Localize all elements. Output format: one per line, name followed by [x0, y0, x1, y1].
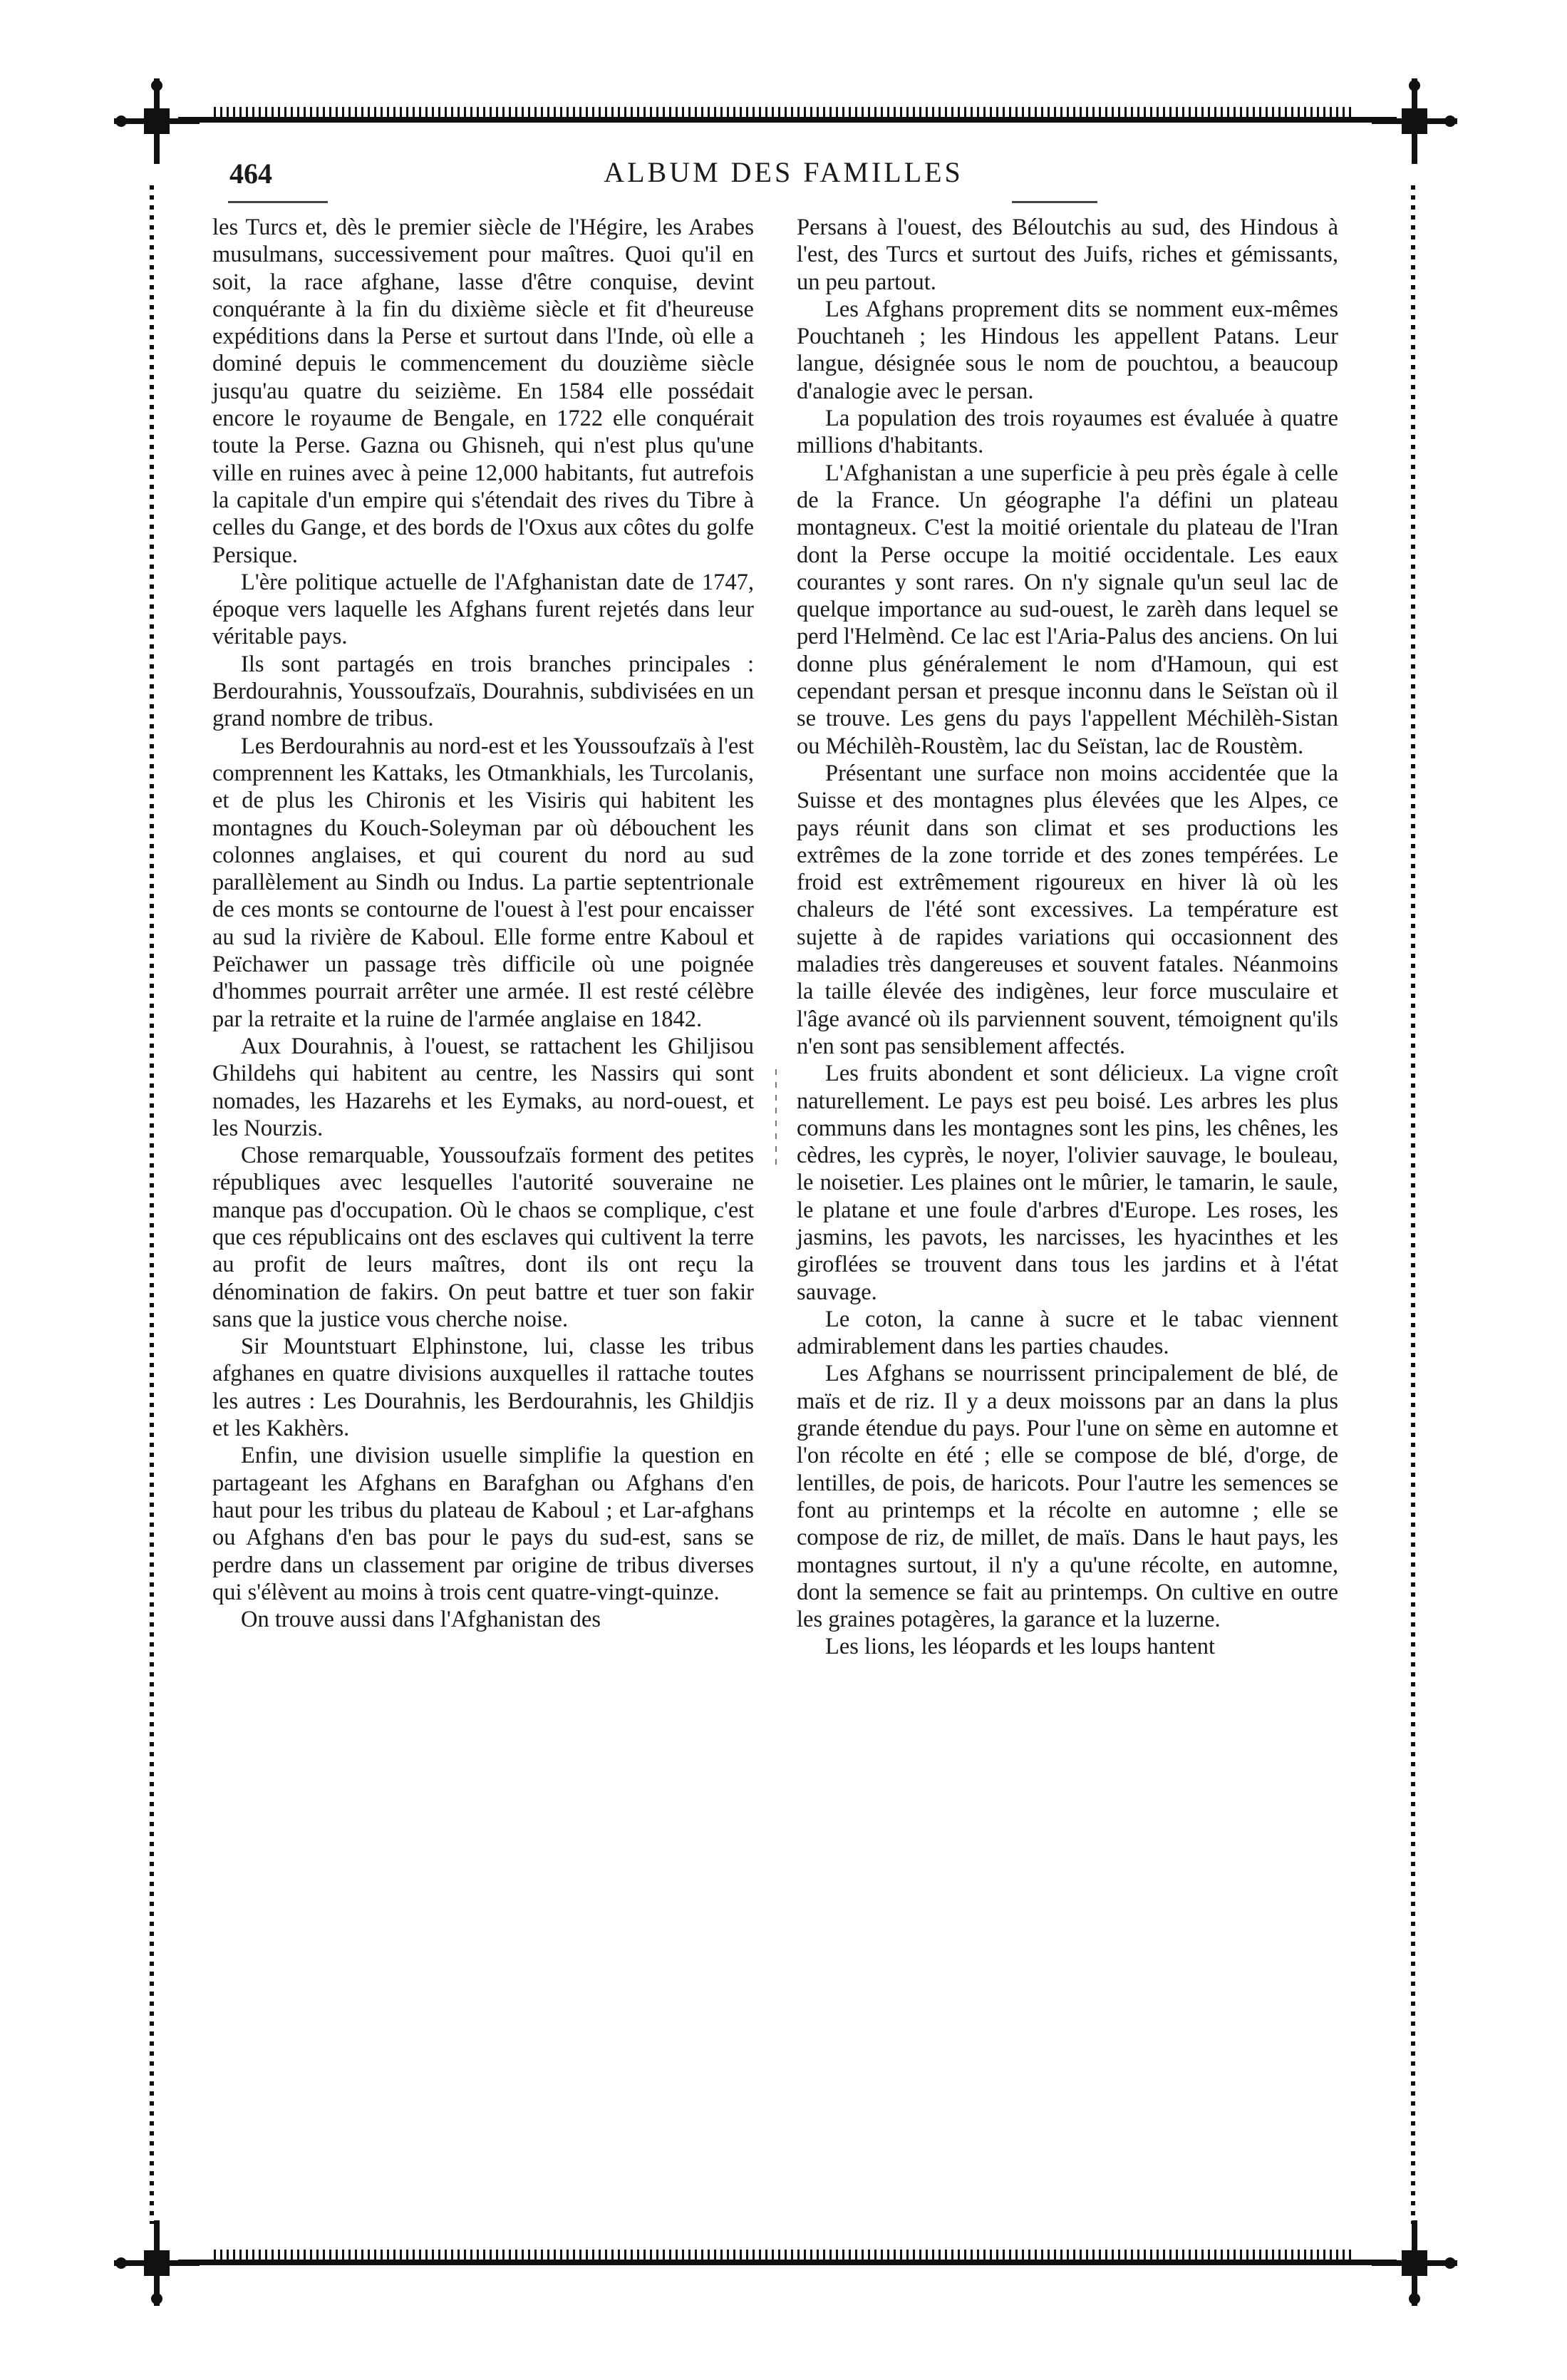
frame-top-ornament	[214, 107, 1354, 121]
corner-ornament-top-left-icon	[114, 78, 200, 164]
paragraph: Persans à l'ouest, des Béloutchis au sud, des Hindous à l'est, des Turcs et surtout des Juifs, riches et gémissants, un peu partout.	[797, 215, 1338, 295]
paragraph: Les lions, les léopards et les loups hantent	[825, 1634, 1215, 1660]
paragraph: Ils sont partagés en trois branches principales : Berdourahnis, Youssoufzaïs, Dourahnis, subdivisées en un grand nombre de tribus.	[212, 651, 754, 732]
header-rule-right	[1012, 201, 1097, 203]
paragraph: les Turcs et, dès le premier siècle de l'Hégire, les Arabes musulmans, successivement pour maîtres. Quoi qu'il en soit, la race afghane, lasse d'être conquise, devint conquérante à la fin du dixième siècle et fit d'heureuse expéditions dans la Perse et surtout dans l'Inde, où elle a dominé depuis le commencement du douzième siècle jusqu'au quatre du seizième. En 1584 elle possédait encore le royaume de Bengale, en 1722 elle conquérait toute la Perse. Gazna ou Ghisneh, qui n'est plus qu'une ville en ruines avec à peine 12,000 habitants, fut autrefois la capitale d'un empire qui s'étendait des rives du Tibre à celles du Gange, et des bords de l'Oxus aux côtes du golfe Persique.	[212, 215, 754, 568]
page-number: 464	[229, 158, 272, 190]
paragraph: Les Afghans se nourrissent principalement de blé, de maïs et de riz. Il y a deux moissons par an dans la plus grande étendue du pays. Pour l'une on sème en automne et l'on récolte en été ; elle se compose de blé, d'orge, de lentilles, de pois, de haricots. Pour l'autre les semences se font au printemps et la récolte en automne ; elle se compose de riz, de millet, de maïs. Dans le haut pays, les montagnes surtout, il n'y a qu'une récolte, en automne, dont la semence se fait au printemps. On cultive en outre les graines potagères, la garance et la luzerne.	[797, 1361, 1338, 1633]
paragraph: La population des trois royaumes est évaluée à quatre millions d'habitants.	[797, 406, 1338, 459]
paragraph: Enfin, une division usuelle simplifie la question en partageant les Afghans en Barafghan ou Afghans d'en haut pour les tribus du plateau de Kaboul ; et Lar-afghans ou Afghans d'en bas pour le pays du sud-est, sans se perdre dans un classement par origine de tribus diverses qui s'élèvent au moins à trois cent quatre-vingt-quinze.	[212, 1443, 754, 1605]
header-rule-left	[228, 201, 328, 203]
paragraph: Les Berdourahnis au nord-est et les Youssoufzaïs à l'est comprennent les Kattaks, les Otmankhials, les Turcolanis, et de plus les Chironis et les Visiris qui habitent les montagnes du Kouch-Soleyman par où débouchent les colonnes anglaises, et qui courent du nord au sud parallèlement au Sindh ou Indus. La partie septentrionale de ces monts se contourne de l'ouest à l'est pour encaisser au sud la rivière de Kaboul. Elle forme entre Kaboul et Peïchawer un passage très difficile où une poignée d'hommes pourrait arrêter une armée. Il est resté célèbre par la retraite et la ruine de l'armée anglaise en 1842.	[212, 733, 754, 1032]
paragraph: Présentant une surface non moins accidentée que la Suisse et des montagnes plus élevées que les Alpes, ce pays réunit dans son climat et ses productions les extrêmes de la zone torride et des zones tempérées. Le froid est extrêmement rigoureux en hiver là où les chaleurs de l'été sont excessives. La température est sujette à de rapides variations qui occasionnent des maladies très dangereuses et souvent fatales. Néanmoins la taille élevée des indigènes, leur force musculaire et l'âge avancé où ils parviennent souvent, témoignent qu'ils n'en sont pas sensiblement affectés.	[797, 760, 1338, 1059]
frame-right-rule	[1411, 185, 1415, 2224]
frame-left-rule	[150, 185, 154, 2224]
paragraph: Les fruits abondent et sont délicieux. La vigne croît naturellement. Le pays est peu boisé. Les arbres les plus communs dans les montagnes sont les pins, les chênes, les cèdres, les cyprès, le noyer, l'olivier sauvage, le bouleau, le noisetier. Les plaines ont le mûrier, le tamarin, le saule, le platane et une foule d'arbres d'Europe. Les roses, les jasmins, les pavots, les narcisses, les hyacinthes et les giroflées se trouvent dans tous les jardins et à l'état sauvage.	[797, 1061, 1338, 1305]
paragraph: Sir Mountstuart Elphinstone, lui, classe les tribus afghanes en quatre divisions auxquelles il rattache toutes les autres : Les Dourahnis, les Berdourahnis, les Ghildjis et les Kakhèrs.	[212, 1334, 754, 1442]
corner-ornament-bottom-right-icon	[1372, 2220, 1457, 2306]
corner-ornament-top-right-icon	[1372, 78, 1457, 164]
text-column-right	[797, 214, 1338, 1661]
paragraph: L'ère politique actuelle de l'Afghanistan date de 1747, époque vers laquelle les Afghans furent rejetés dans leur véritable pays.	[212, 569, 754, 650]
text-column-left	[212, 214, 754, 1633]
paragraph: Les Afghans proprement dits se nomment eux-mêmes Pouchtaneh ; les Hindous les appellent Patans. Leur langue, désignée sous le nom de pouchtou, a beaucoup d'analogie avec le persan.	[797, 296, 1338, 404]
paragraph: L'Afghanistan a une superficie à peu près égale à celle de la France. Un géographe l'a défini un plateau montagneux. C'est la moitié orientale du plateau de l'Iran dont la Perse occupe la moitié occidentale. Les eaux courantes y sont rares. On n'y signale qu'un seul lac de quelque importance au sud-ouest, le zarèh dans lequel se perd l'Helmènd. Ce lac est l'Aria-Palus des anciens. On lui donne plus généralement le nom d'Hamoun, qui est cependant persan et presque inconnu dans le Seïstan où il se trouve. Les gens du pays l'appellent Méchilèh-Sistan ou Méchilèh-Roustèm, lac du Seïstan, lac de Roustèm.	[797, 460, 1338, 759]
column-divider	[775, 1069, 777, 1169]
frame-bottom-ornament	[214, 2250, 1354, 2264]
paragraph: On trouve aussi dans l'Afghanistan des	[241, 1607, 601, 1633]
corner-ornament-bottom-left-icon	[114, 2220, 200, 2306]
paragraph: Le coton, la canne à sucre et le tabac viennent admirablement dans les parties chaudes.	[797, 1306, 1338, 1360]
paragraph: Chose remarquable, Youssoufzaïs forment des petites républiques avec lesquelles l'autorité souveraine ne manque pas d'occupation. Où le chaos se complique, c'est que ces républicains ont des esclaves qui cultivent la terre au profit de leurs maîtres, dont ils ont reçu la dénomination de fakirs. On peut battre et tuer son fakir sans que la justice vous cherche noise.	[212, 1143, 754, 1332]
running-title: ALBUM DES FAMILLES	[604, 156, 963, 188]
paragraph: Aux Dourahnis, à l'ouest, se rattachent les Ghiljisou Ghildehs qui habitent au centre, les Nassirs qui sont nomades, les Hazarehs et les Eymaks, au nord-ouest, et les Nourzis.	[212, 1033, 754, 1141]
